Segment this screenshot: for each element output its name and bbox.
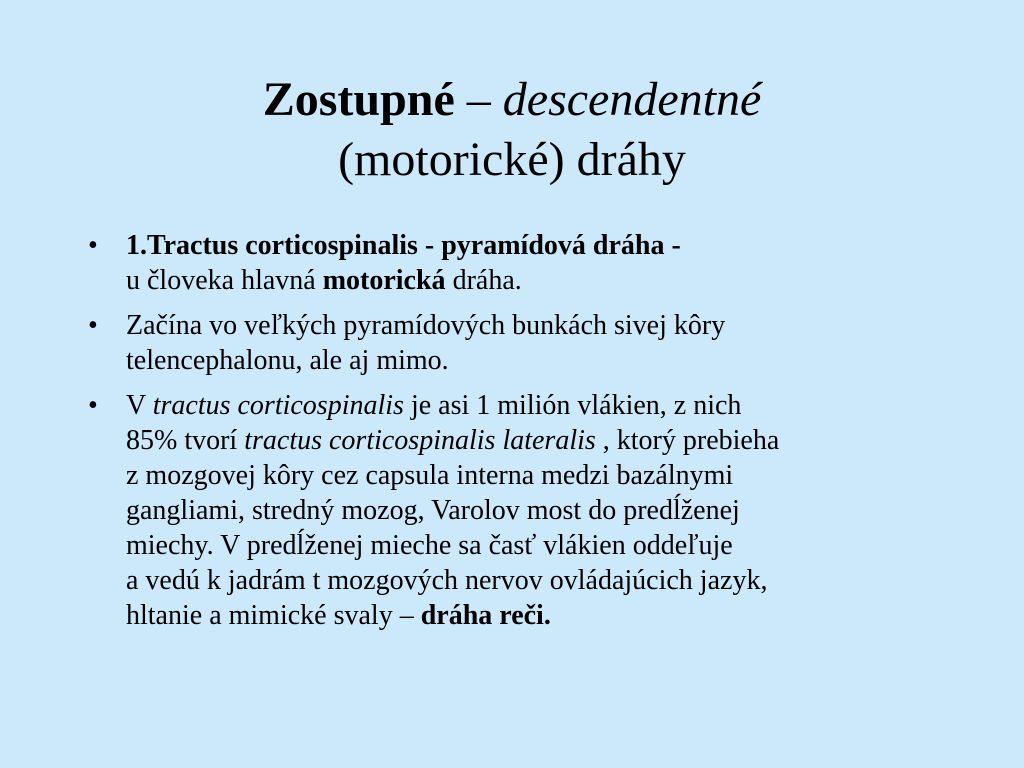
- bullet-italic-text: tractus corticospinalis lateralis: [244, 425, 596, 456]
- bullet-text: Začína vo veľkých pyramídových bunkách sivej kôry: [126, 310, 726, 341]
- bullet-text: z mozgovej kôry cez capsula interna medzi bazálnymi: [126, 460, 734, 491]
- title-dash: –: [454, 73, 503, 126]
- title-line2: (motorické) dráhy: [338, 133, 686, 186]
- bullet-item: [80, 228, 960, 298]
- bullet-icon: •: [88, 230, 98, 261]
- bullet-bold-text: 1.Tractus corticospinalis - pyramídová dráha -: [126, 230, 681, 261]
- bullet-text: u človeka hlavná: [126, 265, 323, 296]
- title-bold: Zostupné: [262, 73, 455, 126]
- bullet-italic-text: tractus corticospinalis: [152, 390, 404, 421]
- bullet-icon: •: [88, 310, 98, 341]
- bullet-text: V: [126, 390, 153, 421]
- slide-title: [0, 70, 1024, 190]
- bullet-text: gangliami, stredný mozog, Varolov most do predĺženej: [126, 495, 740, 526]
- title-italic: descendentné: [502, 73, 762, 126]
- bullet-text: telencephalonu, ale aj mimo.: [126, 345, 449, 376]
- bullet-text: miechy. V predĺženej mieche sa časť vlákien oddeľuje: [126, 530, 733, 561]
- bullet-item: [80, 308, 960, 378]
- bullet-text: dráha.: [445, 265, 522, 296]
- bullet-icon: •: [88, 390, 98, 421]
- bullet-text: 85% tvorí: [126, 425, 245, 456]
- bullet-item: [80, 388, 960, 633]
- bullet-bold-text: motorická: [322, 265, 446, 296]
- bullet-bold-text: dráha reči.: [420, 600, 551, 631]
- bullet-text: , ktorý prebieha: [595, 425, 780, 456]
- bullet-list: [80, 228, 960, 643]
- bullet-text: je asi 1 milión vlákien, z nich: [403, 390, 742, 421]
- bullet-text: a vedú k jadrám t mozgových nervov ovládajúcich jazyk,: [126, 565, 768, 596]
- bullet-text: hltanie a mimické svaly –: [126, 600, 421, 631]
